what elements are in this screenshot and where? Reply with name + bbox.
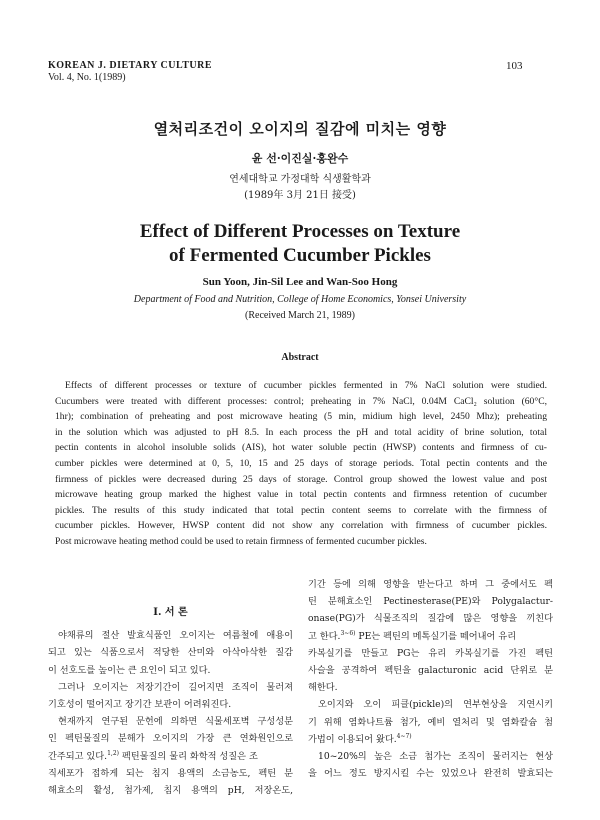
abstract-line: in the solution which was adjusted to pH 8.5. In each process the pH and total acidity of brine solution, total [55, 426, 547, 438]
body-line: 해효소의 활성, 첨가제, 침지 용액의 pH, 저장온도, [48, 785, 293, 797]
body-line: 을 어느 정도 방지시킬 수는 있었으나 완전히 발효되는 [308, 768, 553, 780]
section-heading-introduction: I. 서 론 [153, 607, 188, 618]
korean-affiliation: 연세대학교 가정대학 식생활학과 [229, 174, 371, 185]
english-title [0, 220, 600, 268]
korean-authors: 윤 선·이진실·홍완수 [251, 152, 349, 165]
abstract-line: Cucumbers were treated with different processes: control; preheating in 7% NaCl, 0.04M CaCl₂ solution (60°C, [55, 395, 547, 407]
english-title-line-1: Effect of Different Processes on Texture [139, 221, 461, 242]
abstract-line: microwave heating group marked the highest value in total pectin contents and firmness retention of cucumber [55, 489, 547, 501]
body-line: 기간 등에 의해 영향을 받는다고 하며 그 중에서도 펙 [308, 579, 553, 590]
journal-header [48, 60, 212, 84]
abstract-line: pectin contents in alcohol insoluble solids (AIS), hot water soluble pectin (HWSP) contents and firmness of cu- [55, 442, 547, 454]
left-column [48, 604, 293, 799]
korean-title: 열처리조건이 오이지의 질감에 미치는 영향 [153, 120, 447, 138]
body-line: 사슬을 공격하여 펙틴을 galacturonic acid 단위로 분 [308, 665, 553, 677]
body-line: 해한다. [308, 682, 338, 694]
body-line: 10~20%의 높은 소금 첨가는 조직이 물러지는 현상 [318, 751, 553, 763]
body-text: PE는 펙틴의 메톡실기를 떼어내어 유리 [358, 630, 517, 642]
abstract-heading: Abstract [281, 352, 319, 363]
english-title-line-2: of Fermented Cucumber Pickles [169, 245, 431, 266]
body-line [308, 731, 553, 748]
english-authors: Sun Yoon, Jin-Sil Lee and Wan-Soo Hong [202, 276, 398, 288]
body-line: 그러나 오이지는 저장기간이 길어지면 조직이 물러져 [58, 681, 293, 693]
korean-received-date: (1989年 3月 21日 接受) [244, 190, 356, 201]
citation-ref: 3~6) [340, 629, 356, 637]
body-line: 직세포가 접하게 되는 침지 용액의 소금농도, 펙틴 분 [48, 767, 293, 779]
body-line: 이 선호도를 높이는 큰 요인이 되고 있다. [48, 664, 211, 676]
body-text: 펙틴물질의 물리 화학적 성질은 조 [121, 750, 258, 762]
abstract-line: 1hr); combination of preheating and post microwave heating (5 min, midium high level, 2450 Mhz); preheating [55, 411, 547, 423]
body-text: 간주되고 있다. [48, 750, 108, 762]
body-line: 기 위해 염화나트륨 첨가, 예비 열처리 및 염화칼슘 첨 [308, 716, 553, 728]
abstract-line: cucumber pickles. However, HWSP content did not show any correlation with firmness of cucumber pickles. [55, 520, 547, 532]
english-affiliation: Department of Food and Nutrition, College of Home Economics, Yonsei University [133, 294, 467, 305]
abstract-line: Effects of different processes or texture of cucumber pickles fermented in 7% NaCl solution were studied. [65, 380, 547, 391]
body-text: 고 한다. [308, 630, 341, 642]
english-received-date: (Received March 21, 1989) [245, 310, 355, 321]
body-line: 카복실기를 만들고 PG는 유리 카복실기를 가진 펙틴 [308, 647, 553, 659]
body-line: 인 펙틴물질의 분해가 오이지의 가장 큰 연화원인으로 [48, 733, 293, 745]
abstract-line: pickles. The results of this study indicated that total pectin content seems to correlate with the firmness of [55, 504, 547, 516]
abstract-body [55, 378, 547, 550]
right-column [308, 576, 553, 782]
citation-ref: 4~7) [396, 732, 412, 740]
abstract-line: firmness of pickles were decreased during 25 days of storage. Control group showed the lowest value and post [55, 473, 547, 485]
body-line: 오이지와 오이 피클(pickle)의 연부현상을 지연시키 [318, 699, 553, 711]
abstract-line: cumber pickles were determined at 0, 5, 10, 15 and 25 days of storage periods. Total pectin contents and the [55, 457, 547, 469]
journal-volume: Vol. 4, No. 1(1989) [48, 72, 126, 83]
body-line: 야채류의 절산 발효식품인 오이지는 여름철에 애용이 [58, 630, 293, 642]
body-line: 틴 분해효소인 Pectinesterase(PE)와 Polygalactur- [308, 596, 553, 608]
body-line: 현재까지 연구된 문헌에 의하면 식물세포벽 구성성분 [58, 716, 293, 728]
body-text: 가법이 이용되어 왔다. [308, 733, 397, 745]
abstract-line: Post microwave heating method could be used to retain firmness of fermented cucumber pickles. [55, 535, 427, 547]
page-number: 103 [506, 60, 523, 72]
body-line [48, 748, 293, 765]
citation-ref: 1,2) [107, 749, 119, 757]
journal-name: KOREAN J. DIETARY CULTURE [48, 60, 213, 71]
body-line [308, 628, 553, 645]
body-line: 되고 있는 식품으로서 적당한 산미와 아삭아삭한 질감 [48, 647, 293, 659]
body-line: 기호성이 떨어지고 장기간 보관이 어려워진다. [48, 699, 232, 711]
body-line: onase(PG)가 식물조직의 질감에 많은 영향을 끼친다 [308, 613, 553, 625]
